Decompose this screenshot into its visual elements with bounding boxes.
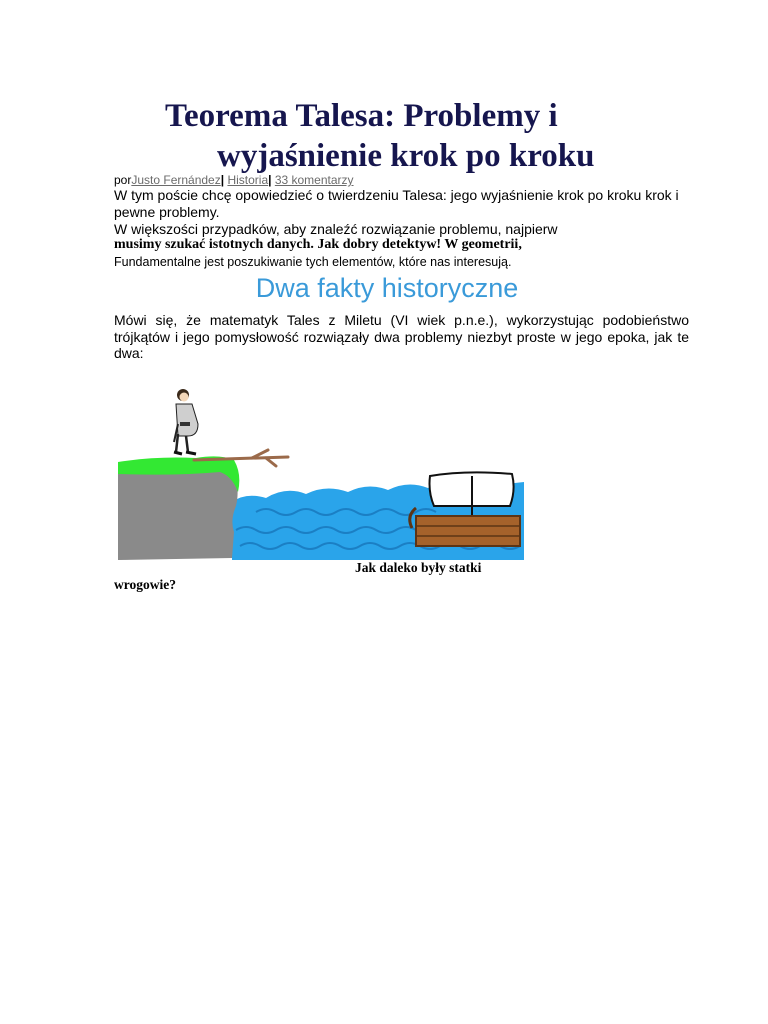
byline-separator: | (220, 173, 225, 187)
illustration-caption: Jak daleko były statki (355, 560, 482, 575)
byline-separator: | (268, 173, 272, 187)
thales-illustration (116, 380, 528, 562)
section-heading: Dwa fakty historyczne (255, 273, 519, 303)
byline-prefix: por (114, 173, 132, 187)
intro-paragraph-1: W tym poście chcę opowiedzieć o twierdzeniu Talesa: jego wyjaśnienie krok po kroku krok i pewne problemy. (114, 187, 679, 220)
section-body: Mówi się, że matematyk Tales z Miletu (VI wiek p.n.e.), wykorzystując podobieństwo trójkątów i jego pomysłowość rozwiązały dwa problemy niezbyt proste w jego epoka, jak te dwa: (114, 312, 689, 361)
cliff (118, 470, 238, 560)
title-line-2: wyjaśnienie krok po kroku (217, 138, 595, 174)
illustration-caption-continued: wrogowie? (114, 577, 176, 592)
intro-paragraph-3: musimy szukać istotnych danych. Jak dobry detektyw! W geometrii, (114, 237, 522, 252)
comments-link[interactable]: 33 komentarzy (274, 173, 354, 187)
category-link[interactable]: Historia (227, 173, 269, 187)
author-link[interactable]: Justo Fernández (131, 173, 221, 187)
byline (114, 172, 354, 188)
intro-paragraph-2: W większości przypadków, aby znaleźć rozwiązanie problemu, najpierw (114, 221, 558, 237)
page-title (165, 96, 685, 176)
intro-paragraph-4: Fundamentalne jest poszukiwanie tych elementów, które nas interesują. (114, 255, 512, 269)
thales-figure (174, 389, 198, 454)
title-line-1: Teorema Talesa: Problemy i (165, 98, 558, 134)
